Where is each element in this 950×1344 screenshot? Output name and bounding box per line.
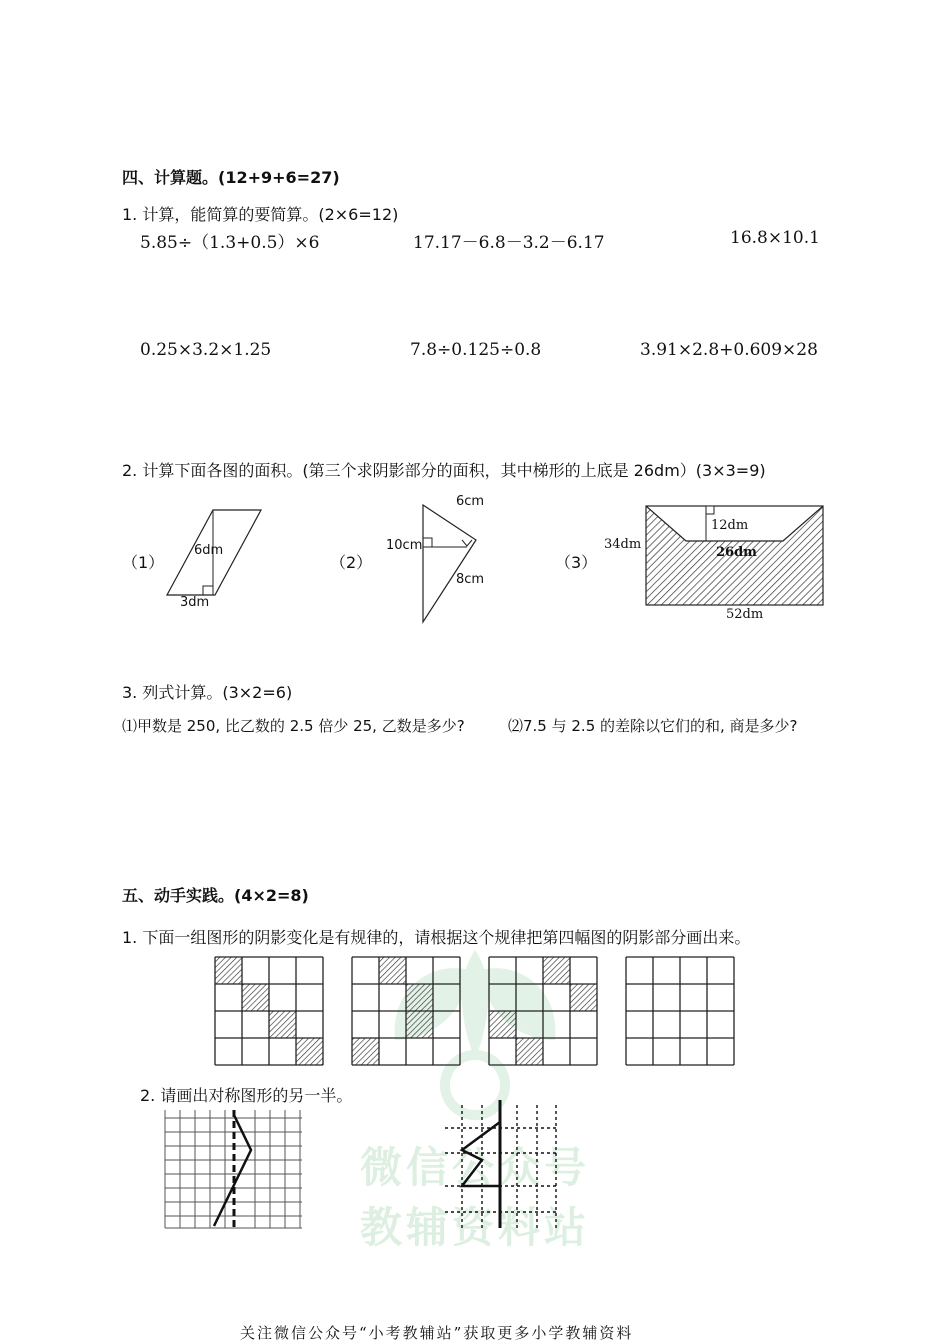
fig3-number: （3）	[555, 553, 598, 572]
expr-2: 17.17－6.8－3.2－6.17	[413, 233, 605, 253]
fig2-left-label: 10cm	[386, 538, 423, 553]
q2-title: 2. 计算下面各图的面积。(第三个求阴影部分的面积，其中梯形的上底是 26dm）(3×3=9)	[122, 461, 766, 480]
fig1-number: （1）	[122, 553, 165, 572]
fig2-right-label: 8cm	[456, 572, 485, 587]
fig2-number: （2）	[330, 553, 373, 572]
footer-note: 关注微信公众号“小考教辅站”获取更多小学教辅资料	[240, 1324, 634, 1342]
fig1-height-label: 6dm	[194, 543, 224, 558]
fig3-inner-label: 12dm	[711, 518, 749, 533]
fig2-top-label: 6cm	[456, 494, 485, 509]
fig1-base-label: 3dm	[180, 595, 210, 610]
expr-4: 0.25×3.2×1.25	[140, 340, 272, 360]
q1-title: 1. 计算，能简算的要简算。(2×6=12)	[122, 205, 399, 224]
s5-q1-title: 1. 下面一组图形的阴影变化是有规律的，请根据这个规律把第四幅图的阴影部分画出来。	[122, 928, 751, 947]
expr-1: 5.85÷（1.3+0.5）×6	[140, 233, 320, 253]
expr-3: 16.8×10.1	[730, 228, 820, 248]
section4-title: 四、计算题。(12+9+6=27)	[122, 168, 340, 187]
q3-problem-2: ⑵7.5 与 2.5 的差除以它们的和, 商是多少?	[508, 717, 798, 735]
expr-6: 3.91×2.8+0.609×28	[640, 340, 818, 360]
expr-5: 7.8÷0.125÷0.8	[410, 340, 542, 360]
q3-problem-1: ⑴甲数是 250, 比乙数的 2.5 倍少 25, 乙数是多少?	[122, 717, 465, 735]
watermark-line1: 微信公众号	[360, 1143, 591, 1192]
watermark-line2: 教辅资料站	[360, 1203, 591, 1252]
fig3-trap-label: 26dm	[716, 545, 757, 560]
section5-title: 五、动手实践。(4×2=8)	[122, 886, 309, 905]
fig3-bottom-label: 52dm	[726, 607, 764, 622]
fig3-side-label: 34dm	[604, 537, 642, 552]
q3-title: 3. 列式计算。(3×2=6)	[122, 683, 293, 702]
s5-q2-title: 2. 请画出对称图形的另一半。	[140, 1086, 353, 1105]
